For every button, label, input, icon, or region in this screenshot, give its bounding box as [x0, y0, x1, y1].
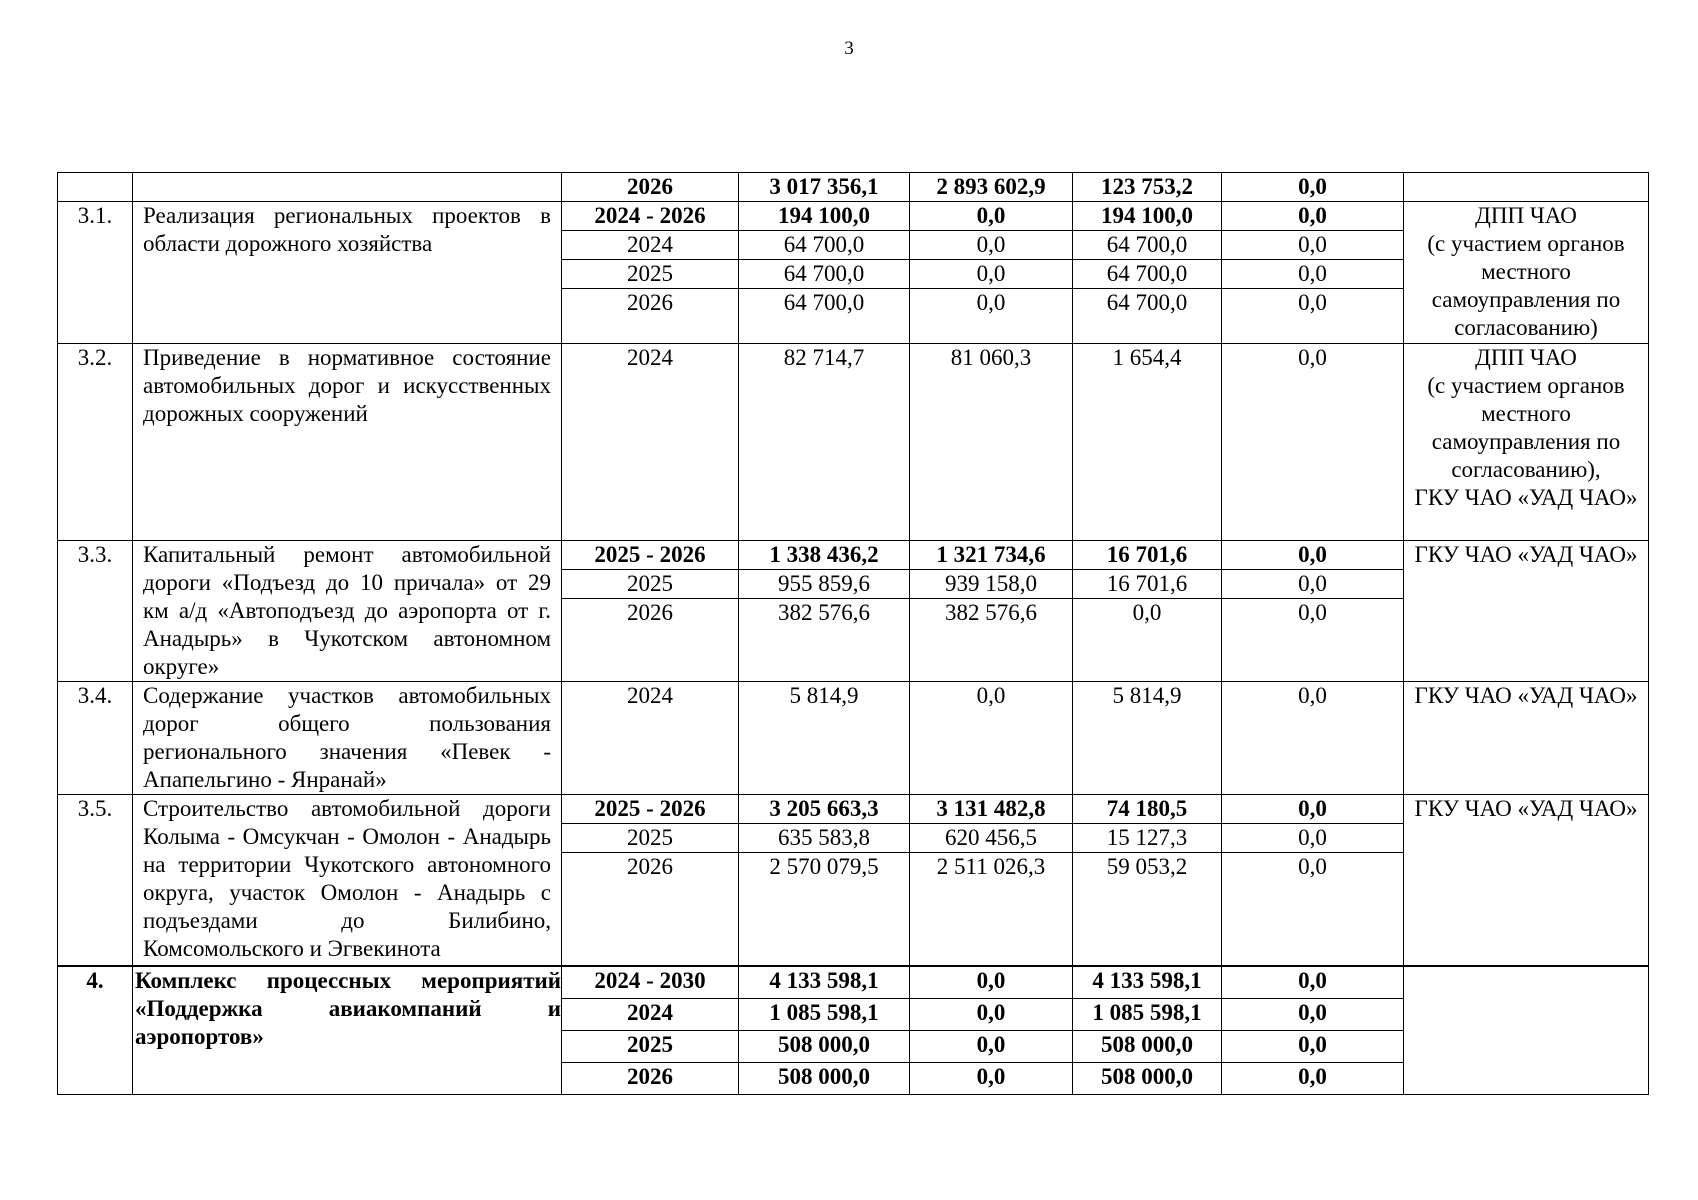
cell-other: 0,0 [1222, 824, 1404, 853]
table-row [58, 202, 1649, 231]
cell-total: 382 576,6 [739, 599, 910, 682]
cell-regional: 16 701,6 [1073, 570, 1222, 599]
cell-total: 194 100,0 [739, 202, 910, 231]
cell-num: 3.3. [58, 541, 133, 682]
cell-other: 0,0 [1222, 202, 1404, 231]
cell-total: 1 338 436,2 [739, 541, 910, 570]
cell-federal: 0,0 [910, 966, 1073, 999]
cell-regional: 59 053,2 [1073, 853, 1222, 966]
cell-total: 82 714,7 [739, 344, 910, 541]
cell-federal: 2 893 602,9 [910, 173, 1073, 202]
table-row [58, 682, 1649, 795]
cell-total: 508 000,0 [739, 1063, 910, 1095]
cell-other: 0,0 [1222, 1063, 1404, 1095]
cell-regional: 4 133 598,1 [1073, 966, 1222, 999]
cell-regional: 0,0 [1073, 599, 1222, 682]
cell-year: 2026 [562, 1063, 739, 1095]
table-row [58, 344, 1649, 541]
cell-federal: 0,0 [910, 682, 1073, 795]
cell-name: Содержание участков автомобильных дорог общего пользования регионального значения «Певек - Апапельгино - Янранай» [133, 682, 562, 795]
cell-year: 2025 [562, 570, 739, 599]
cell-year: 2024 [562, 231, 739, 260]
cell-regional: 508 000,0 [1073, 1031, 1222, 1063]
cell-regional: 1 085 598,1 [1073, 999, 1222, 1031]
cell-federal: 2 511 026,3 [910, 853, 1073, 966]
cell-year: 2025 [562, 260, 739, 289]
cell-responsible: ГКУ ЧАО «УАД ЧАО» [1404, 795, 1649, 966]
cell-num: 3.1. [58, 202, 133, 344]
cell-regional: 16 701,6 [1073, 541, 1222, 570]
cell-other: 0,0 [1222, 173, 1404, 202]
cell-other: 0,0 [1222, 344, 1404, 541]
cell-name [133, 173, 562, 202]
cell-num: 4. [58, 966, 133, 1095]
cell-regional: 508 000,0 [1073, 1063, 1222, 1095]
table-row [58, 966, 1649, 999]
cell-year: 2025 - 2026 [562, 541, 739, 570]
cell-responsible: ДПП ЧАО (с участием органов местного самоуправления по согласованию) [1404, 202, 1649, 344]
cell-regional: 5 814,9 [1073, 682, 1222, 795]
cell-federal: 0,0 [910, 260, 1073, 289]
cell-federal: 0,0 [910, 1063, 1073, 1095]
cell-regional: 194 100,0 [1073, 202, 1222, 231]
cell-year: 2026 [562, 173, 739, 202]
cell-total: 955 859,6 [739, 570, 910, 599]
cell-total: 1 085 598,1 [739, 999, 910, 1031]
cell-year: 2024 [562, 344, 739, 541]
cell-num: 3.2. [58, 344, 133, 541]
table-row [58, 541, 1649, 570]
cell-federal: 0,0 [910, 202, 1073, 231]
cell-federal: 0,0 [910, 289, 1073, 344]
cell-federal: 81 060,3 [910, 344, 1073, 541]
cell-federal: 0,0 [910, 1031, 1073, 1063]
cell-federal: 0,0 [910, 231, 1073, 260]
cell-year: 2025 [562, 824, 739, 853]
cell-federal: 939 158,0 [910, 570, 1073, 599]
cell-name: Строительство автомобильной дороги Колыма - Омсукчан - Омолон - Анадырь на территории Чукотского автономного округа, участок Омолон - Анадырь с подъездами до Билибино, Комсомольского и Эгвекинота [133, 795, 562, 966]
cell-total: 5 814,9 [739, 682, 910, 795]
cell-total: 64 700,0 [739, 260, 910, 289]
cell-year: 2024 [562, 999, 739, 1031]
cell-regional: 15 127,3 [1073, 824, 1222, 853]
cell-year: 2024 - 2030 [562, 966, 739, 999]
cell-year: 2024 [562, 682, 739, 795]
table-row [58, 173, 1649, 202]
cell-num [58, 173, 133, 202]
cell-responsible: ГКУ ЧАО «УАД ЧАО» [1404, 541, 1649, 682]
cell-num: 3.5. [58, 795, 133, 966]
page-number: 3 [844, 38, 854, 59]
cell-name: Комплекс процессных мероприятий «Поддержка авиакомпаний и аэропортов» [133, 966, 562, 1095]
cell-other: 0,0 [1222, 289, 1404, 344]
cell-regional: 64 700,0 [1073, 231, 1222, 260]
cell-federal: 3 131 482,8 [910, 795, 1073, 824]
cell-federal: 620 456,5 [910, 824, 1073, 853]
cell-other: 0,0 [1222, 260, 1404, 289]
cell-year: 2026 [562, 599, 739, 682]
cell-responsible: ДПП ЧАО (с участием органов местного самоуправления по согласованию), ГКУ ЧАО «УАД ЧАО» [1404, 344, 1649, 541]
cell-name: Приведение в нормативное состояние автомобильных дорог и искусственных дорожных сооружений [133, 344, 562, 541]
cell-regional: 74 180,5 [1073, 795, 1222, 824]
cell-year: 2025 - 2026 [562, 795, 739, 824]
cell-federal: 382 576,6 [910, 599, 1073, 682]
cell-other: 0,0 [1222, 231, 1404, 260]
cell-regional: 64 700,0 [1073, 289, 1222, 344]
cell-name: Реализация региональных проектов в области дорожного хозяйства [133, 202, 562, 344]
cell-total: 635 583,8 [739, 824, 910, 853]
cell-regional: 123 753,2 [1073, 173, 1222, 202]
cell-responsible: ГКУ ЧАО «УАД ЧАО» [1404, 682, 1649, 795]
table-row [58, 795, 1649, 824]
cell-other: 0,0 [1222, 1031, 1404, 1063]
cell-total: 3 017 356,1 [739, 173, 910, 202]
cell-total: 64 700,0 [739, 289, 910, 344]
cell-other: 0,0 [1222, 599, 1404, 682]
cell-total: 508 000,0 [739, 1031, 910, 1063]
cell-other: 0,0 [1222, 795, 1404, 824]
cell-total: 2 570 079,5 [739, 853, 910, 966]
cell-responsible [1404, 966, 1649, 1095]
cell-other: 0,0 [1222, 570, 1404, 599]
cell-other: 0,0 [1222, 999, 1404, 1031]
cell-federal: 0,0 [910, 999, 1073, 1031]
cell-name: Капитальный ремонт автомобильной дороги «Подъезд до 10 причала» от 29 км а/д «Автоподъезд до аэропорта от г. Анадырь» в Чукотском автономном округе» [133, 541, 562, 682]
cell-year: 2025 [562, 1031, 739, 1063]
cell-total: 64 700,0 [739, 231, 910, 260]
cell-year: 2026 [562, 289, 739, 344]
cell-total: 3 205 663,3 [739, 795, 910, 824]
cell-total: 4 133 598,1 [739, 966, 910, 999]
cell-other: 0,0 [1222, 682, 1404, 795]
cell-year: 2026 [562, 853, 739, 966]
cell-regional: 1 654,4 [1073, 344, 1222, 541]
cell-federal: 1 321 734,6 [910, 541, 1073, 570]
cell-regional: 64 700,0 [1073, 260, 1222, 289]
budget-table [57, 172, 1649, 1095]
cell-other: 0,0 [1222, 966, 1404, 999]
cell-year: 2024 - 2026 [562, 202, 739, 231]
cell-responsible [1404, 173, 1649, 202]
cell-num: 3.4. [58, 682, 133, 795]
cell-other: 0,0 [1222, 541, 1404, 570]
cell-other: 0,0 [1222, 853, 1404, 966]
